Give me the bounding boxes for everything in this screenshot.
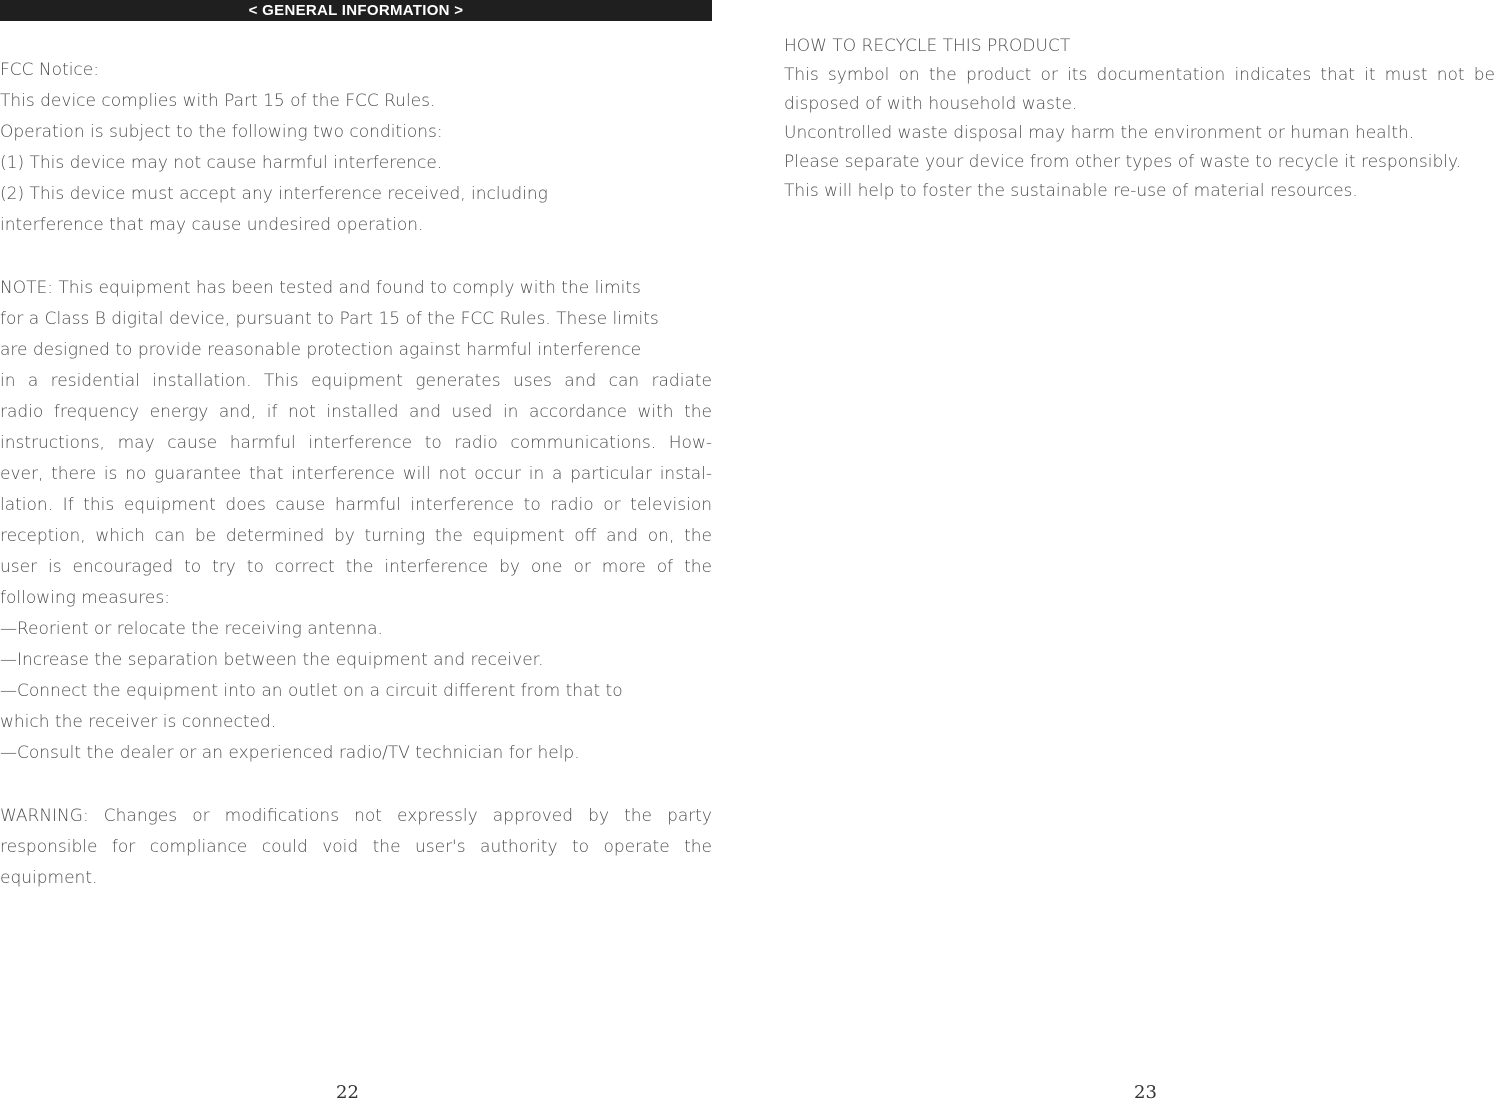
right-page xyxy=(784,0,1495,1102)
warning-line: responsible for compliance could void the user's authority to operate the xyxy=(0,837,712,857)
note-line: following measures: xyxy=(0,588,170,608)
note-line: lation. If this equipment does cause harmful interference to radio or television xyxy=(0,495,712,515)
page-number-left: 22 xyxy=(336,1082,359,1103)
fcc-notice-line: (2) This device must accept any interference received, including xyxy=(0,184,548,204)
note-line: in a residential installation. This equipment generates uses and can radiate xyxy=(0,371,712,391)
warning-line: equipment. xyxy=(0,868,98,888)
measure-item: —Increase the separation between the equipment and receiver. xyxy=(0,650,544,670)
note-line: ever, there is no guarantee that interference will not occur in a particular instal- xyxy=(0,464,712,484)
note-line: for a Class B digital device, pursuant to Part 15 of the FCC Rules. These limits xyxy=(0,309,659,329)
fcc-notice-line: interference that may cause undesired operation. xyxy=(0,215,424,235)
recycle-line: This will help to foster the sustainable re-use of material resources. xyxy=(784,181,1358,201)
section-header: < GENERAL INFORMATION > xyxy=(0,0,712,21)
note-line: user is encouraged to try to correct the interference by one or more of the xyxy=(0,557,712,577)
warning-line: WARNING: Changes or modifications not expressly approved by the party xyxy=(0,806,712,826)
note-line: reception, which can be determined by turning the equipment off and on, the xyxy=(0,526,712,546)
measure-item: —Consult the dealer or an experienced radio/TV technician for help. xyxy=(0,743,580,763)
fcc-notice-line: This device complies with Part 15 of the FCC Rules. xyxy=(0,91,436,111)
fcc-notice-title: FCC Notice: xyxy=(0,60,99,80)
note-line: are designed to provide reasonable protection against harmful interference xyxy=(0,340,642,360)
recycle-line: This symbol on the product or its documentation indicates that it must not be xyxy=(784,65,1495,85)
page-number-right: 23 xyxy=(1134,1082,1157,1103)
recycle-line: Please separate your device from other types of waste to recycle it responsibly. xyxy=(784,152,1462,172)
measure-item: —Reorient or relocate the receiving antenna. xyxy=(0,619,383,639)
fcc-notice-line: (1) This device may not cause harmful interference. xyxy=(0,153,443,173)
left-page xyxy=(0,0,712,1102)
fcc-notice-line: Operation is subject to the following two conditions: xyxy=(0,122,443,142)
note-line: radio frequency energy and, if not installed and used in accordance with the xyxy=(0,402,712,422)
recycle-line: disposed of with household waste. xyxy=(784,94,1078,114)
recycle-title: HOW TO RECYCLE THIS PRODUCT xyxy=(784,36,1071,56)
note-line: NOTE: This equipment has been tested and found to comply with the limits xyxy=(0,278,641,298)
note-line: instructions, may cause harmful interference to radio communications. How- xyxy=(0,433,712,453)
measure-item: which the receiver is connected. xyxy=(0,712,277,732)
recycle-line: Uncontrolled waste disposal may harm the environment or human health. xyxy=(784,123,1415,143)
measure-item: —Connect the equipment into an outlet on a circuit different from that to xyxy=(0,681,623,701)
